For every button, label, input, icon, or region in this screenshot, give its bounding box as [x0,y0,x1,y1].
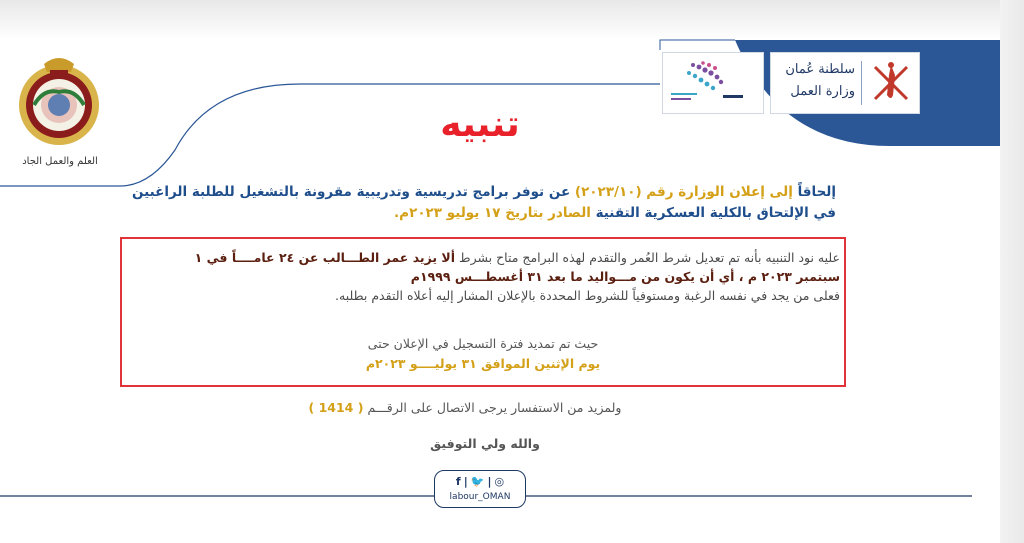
social-icons: f | 🐦 | ◎ [435,475,525,488]
extension-text: حيث تم تمديد فترة التسجيل في الإعلان حتى [367,336,599,351]
notice-paragraph-2 [120,334,846,374]
notice-apply-text: فعلى من يجد في نفسه الرغبة ومستوفياً للشروط المحددة بالإعلان المشار إليه أعلاه التقدم بطلبه. [335,288,840,303]
twitter-icon[interactable]: 🐦 [470,475,485,488]
facebook-icon[interactable]: f [455,475,461,488]
intro-paragraph [130,182,836,224]
intro-text-2: عن توفر برامج تدريسية وتدريبية مقرونة بالتشغيل للطلبة الراغبين في الإلتحاق بالكلية العسكرية التقنية [132,184,836,221]
ministry-name-line2: وزارة العمل [790,84,855,99]
ministry-name [777,59,855,103]
instagram-icon[interactable]: ◎ [494,475,505,488]
intro-announcement-ref: إلى إعلان الوزارة رقم (٢٠٢٣/١٠) [574,184,793,200]
contact-text: ولمزيد من الاستفسار يرجى الاتصال على الرقـــم [367,400,622,415]
closing-line: والله ولي التوفيق [430,436,540,451]
oman-khanjar-emblem-icon [869,59,913,107]
ministry-separator [861,61,862,105]
ministry-name-line1: سلطنة عُمان [785,62,855,77]
social-badge[interactable] [434,470,526,508]
notice-age-text: عليه نود التنبيه بأنه تم تعديل شرط العُمر والتقدم لهذه البرامج متاح بشرط [455,250,840,265]
social-handle[interactable]: labour_OMAN [449,492,511,502]
intro-issue-date: الصادر بتاريخ ١٧ يوليو ٢٠٢٣م. [394,205,591,221]
emblem-caption: العلم والعمل الجاد [22,156,98,167]
notice-paragraph-1 [150,248,840,305]
intro-text-1: إلحاقاً [792,184,836,200]
oman-vision-logo-icon [662,52,764,114]
contact-line [240,400,690,415]
notice-age-condition: ألا يزيد عمر الطـــالب عن ٢٤ عامــــاً في ١ سبتمبر ٢٠٢٣ م ، أي أن يكون من مـــواليد ما بعد ٣١ أغسطـــس ١٩٩٩م [194,250,840,284]
page-title: تنبيه [440,104,520,145]
extension-date: يوم الإثنين الموافق ٣١ يوليــــو ٢٠٢٣م [365,356,601,371]
ministry-of-labour-logo [770,52,920,114]
contact-number: ( 1414 ) [308,400,364,415]
page-edge [1000,0,1024,543]
military-college-emblem-icon [14,50,104,150]
